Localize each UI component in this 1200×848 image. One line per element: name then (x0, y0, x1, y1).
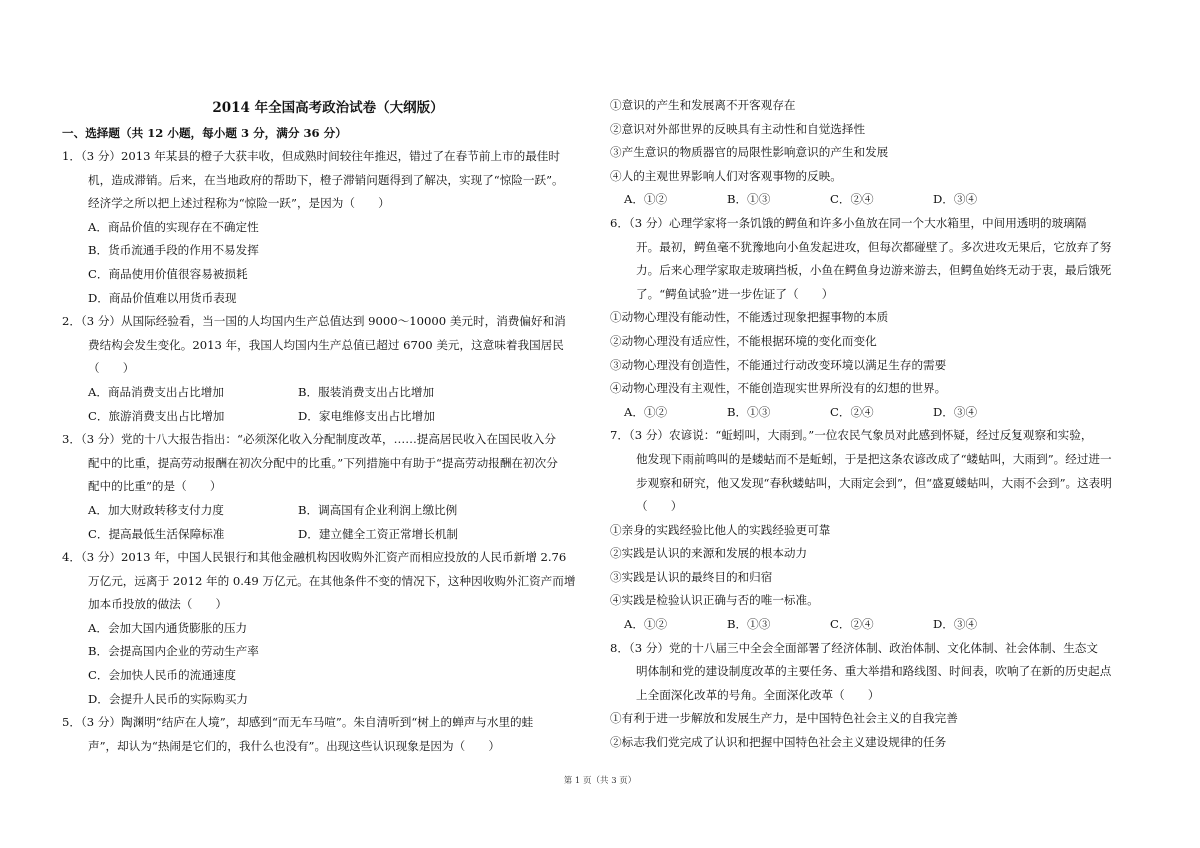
question-stem-line: （ ） (88, 361, 135, 376)
statement-item: ④动物心理没有主观性，不能创造现实世界所没有的幻想的世界。 (610, 381, 947, 396)
option-c: C．商品使用价值很容易被损耗 (88, 266, 248, 281)
question-2 (62, 310, 594, 428)
option-c: C．会加快人民币的流通速度 (88, 668, 236, 683)
option-d: D．③④ (933, 617, 978, 632)
question-stem-line: 万亿元，远离于 2012 年的 0.49 万亿元。在其他条件不变的情况下，这种因收购外汇资产而增 (88, 573, 576, 588)
exam-title: 2014 年全国高考政治试卷（大纲版） (212, 100, 444, 116)
question-stem-line: （ ） (636, 499, 683, 514)
question-stem-line: 2．（3 分）从国际经验看，当一国的人均国内生产总值达到 9000～10000 美元时，消费偏好和消 (62, 314, 566, 329)
question-6 (610, 212, 1144, 424)
question-stem-line: 配中的比重，提高劳动报酬在初次分配中的比重。”下列措施中有助于“提高劳动报酬在初次分 (88, 455, 558, 470)
question-7 (610, 424, 1144, 636)
question-5 (62, 711, 594, 758)
option-b: B．①③ (727, 617, 771, 632)
option-c: C．②④ (830, 404, 874, 419)
question-stem-line: 力。后来心理学家取走玻璃挡板，小鱼在鳄鱼身边游来游去，但鳄鱼始终无动于衷，最后饿死 (636, 263, 1112, 278)
option-row (62, 381, 594, 405)
choice-row (610, 613, 1144, 637)
option-a: A．①② (624, 192, 668, 207)
statement-item: ②意识对外部世界的反映具有主动性和自觉选择性 (610, 121, 866, 136)
choice-row (610, 188, 1144, 212)
question-stem-line: 机，造成滞销。后来，在当地政府的帮助下，橙子滞销问题得到了解决，实现了“惊险一跃”。 (88, 172, 564, 187)
page-footer: 第 1 页（共 3 页） (563, 776, 637, 786)
option-a: A．加大财政转移支付力度 (88, 502, 224, 517)
option-d: D．③④ (933, 404, 978, 419)
option-d: D．会提升人民币的实际购买力 (88, 691, 249, 706)
question-stem-line: 1．（3 分）2013 年某县的橙子大获丰收，但成熟时间较往年推迟，错过了在春节前上市的最佳时 (62, 149, 560, 163)
question-4 (62, 546, 594, 711)
option-a: A．商品消费支出占比增加 (88, 384, 224, 399)
option-b: B．货币流通手段的作用不易发挥 (88, 243, 259, 258)
question-stem-line: 他发现下雨前鸣叫的是蝼蛄而不是蚯蚓，于是把这条农谚改成了“蝼蛄叫，大雨到”。经过进一 (636, 451, 1112, 466)
statement-item: ①动物心理没有能动性，不能透过现象把握事物的本质 (610, 310, 889, 325)
question-stem-line: 了。“鳄鱼试验”进一步佐证了（ ） (636, 286, 834, 301)
question-stem-line: 声”，却认为“热闹是它们的，我什么也没有”。出现这些认识现象是因为（ ） (88, 738, 500, 753)
question-stem-line: 经济学之所以把上述过程称为“惊险一跃”，是因为（ ） (88, 196, 390, 211)
option-c: C．②④ (830, 192, 874, 207)
option-c: C．旅游消费支出占比增加 (88, 408, 225, 423)
question-stem-line: 开。最初，鳄鱼毫不犹豫地向小鱼发起进攻，但每次都碰壁了。多次进攻无果后，它放弃了努 (636, 239, 1112, 254)
right-column (610, 94, 1144, 755)
statement-item: ①意识的产生和发展离不开客观存在 (610, 98, 796, 112)
option-a: A．会加大国内通货膨胀的压力 (88, 620, 248, 635)
option-d: D．商品价值难以用货币表现 (88, 290, 237, 305)
question-8 (610, 637, 1144, 755)
question-stem-line: 6．（3 分）心理学家将一条饥饿的鳄鱼和许多小鱼放在同一个大水箱里，中间用透明的玻璃隔 (610, 215, 1087, 230)
option-d: D．③④ (933, 192, 978, 207)
question-stem-line: 4．（3 分）2013 年，中国人民银行和其他金融机构因收购外汇资产而相应投放的人民币新增 2.76 (62, 550, 567, 565)
statement-item: ②标志我们党完成了认识和把握中国特色社会主义建设规律的任务 (610, 735, 947, 750)
option-row (62, 523, 594, 547)
choice-row (610, 401, 1144, 425)
question-5-continued (610, 94, 1144, 212)
question-stem-line: 配中的比重”的是（ ） (88, 479, 222, 494)
statement-item: ③实践是认识的最终目的和归宿 (610, 569, 773, 584)
option-d: D．建立健全工资正常增长机制 (298, 526, 459, 541)
option-b: B．服装消费支出占比增加 (298, 384, 435, 399)
question-stem-line: 5．（3 分）陶渊明“结庐在人境”，却感到“而无车马喧”。朱自清听到“树上的蝉声与水里的蛙 (62, 715, 534, 730)
question-stem-line: 8．（3 分）党的十八届三中全会全面部署了经济体制、政治体制、文化体制、社会体制、生态文 (610, 640, 1098, 655)
statement-item: ③产生意识的物质器官的局限性影响意识的产生和发展 (610, 145, 889, 160)
question-stem-line: 明体制和党的建设制度改革的主要任务、重大举措和路线图、时间表，吹响了在新的历史起点 (636, 664, 1112, 679)
question-stem-line: 费结构会发生变化。2013 年，我国人均国内生产总值已超过 6700 美元，这意味着我国居民 (88, 337, 564, 352)
question-3 (62, 428, 594, 546)
question-stem-line: 步观察和研究，他又发现“春秋蝼蛄叫，大雨定会到”，但“盛夏蝼蛄叫，大雨不会到”。这表明 (636, 475, 1112, 490)
option-c: C．②④ (830, 617, 874, 632)
question-1 (62, 145, 594, 310)
option-b: B．调高国有企业利润上缴比例 (298, 502, 458, 517)
option-d: D．家电维修支出占比增加 (298, 408, 435, 423)
option-b: B．①③ (727, 192, 771, 207)
question-stem-line: 上全面深化改革的号角。全面深化改革（ ） (636, 687, 880, 702)
statement-item: ①有利于进一步解放和发展生产力，是中国特色社会主义的自我完善 (610, 711, 958, 726)
statement-item: ④人的主观世界影响人们对客观事物的反映。 (610, 168, 842, 183)
option-c: C．提高最低生活保障标准 (88, 526, 225, 541)
option-row (62, 405, 594, 429)
question-stem-line: 3．（3 分）党的十八大报告指出：“必须深化收入分配制度改革，……提高居民收入在国民收入分 (62, 432, 556, 447)
statement-item: ②动物心理没有适应性，不能根据环境的变化而变化 (610, 333, 877, 348)
option-a: A．商品价值的实现存在不确定性 (88, 219, 259, 234)
statement-item: ③动物心理没有创造性，不能通过行动改变环境以满足生存的需要 (610, 357, 947, 372)
section-heading: 一、选择题（共 12 小题，每小题 3 分，满分 36 分） (62, 126, 347, 140)
option-b: B．①③ (727, 404, 771, 419)
left-column (62, 94, 594, 758)
statement-item: ④实践是检验认识正确与否的唯一标准。 (610, 593, 819, 608)
question-stem-line: 加本币投放的做法（ ） (88, 597, 228, 612)
option-b: B．会提高国内企业的劳动生产率 (88, 644, 259, 659)
statement-item: ②实践是认识的来源和发展的根本动力 (610, 546, 808, 561)
option-a: A．①② (624, 617, 668, 632)
option-row (62, 499, 594, 523)
option-a: A．①② (624, 404, 668, 419)
statement-item: ①亲身的实践经验比他人的实践经验更可靠 (610, 522, 831, 537)
question-stem-line: 7．（3 分）农谚说：“蚯蚓叫，大雨到。”一位农民气象员对此感到怀疑，经过反复观察和实验， (610, 428, 1093, 443)
